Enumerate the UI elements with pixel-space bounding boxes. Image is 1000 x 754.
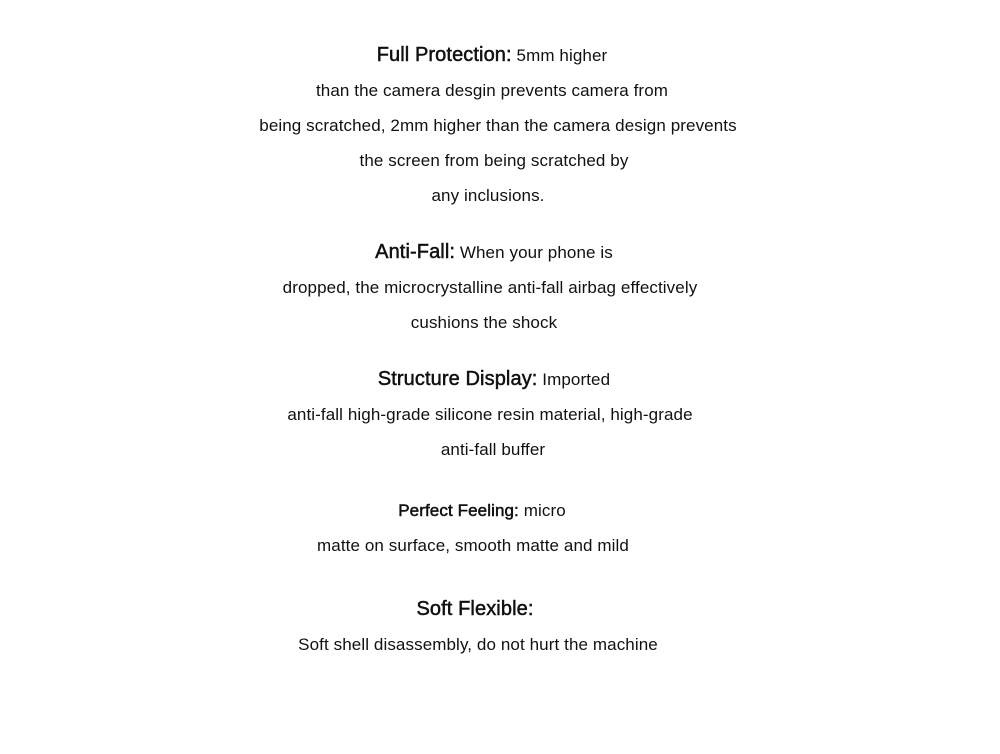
perfect-feeling-intro: micro — [518, 501, 566, 520]
structure-display-heading-line — [0, 367, 994, 392]
soft-flexible-heading: Soft Flexible: — [416, 598, 534, 620]
full-protection-heading-line — [0, 43, 992, 68]
anti-fall-intro: When your phone is — [455, 243, 613, 262]
structure-display-line-1: anti-fall high-grade silicone resin material, high-grade — [287, 405, 693, 424]
anti-fall-line-2: cushions the shock — [410, 313, 558, 332]
perfect-feeling-heading: Perfect Feeling: — [398, 501, 519, 520]
structure-display-intro: Imported — [537, 370, 611, 389]
full-protection-heading: Full Protection: — [376, 44, 512, 66]
full-protection-line-2: being scratched, 2mm higher than the camera design prevents — [259, 116, 737, 135]
full-protection-intro: 5mm higher — [511, 46, 608, 65]
perfect-feeling-heading-line — [0, 499, 982, 523]
perfect-feeling-line-1: matte on surface, smooth matte and mild — [317, 536, 629, 555]
full-protection-line-1: than the camera desgin prevents camera from — [315, 81, 669, 100]
full-protection-line-3: the screen from being scratched by — [359, 151, 629, 170]
full-protection-line-4: any inclusions. — [431, 186, 545, 205]
structure-display-heading: Structure Display: — [377, 368, 538, 390]
anti-fall-heading: Anti-Fall: — [375, 241, 456, 263]
structure-display-line-2: anti-fall buffer — [440, 440, 546, 459]
soft-flexible-line-1: Soft shell disassembly, do not hurt the machine — [298, 635, 658, 654]
anti-fall-heading-line — [0, 240, 994, 265]
soft-flexible-heading-line — [0, 597, 975, 622]
anti-fall-line-1: dropped, the microcrystalline anti-fall airbag effectively — [282, 278, 698, 297]
